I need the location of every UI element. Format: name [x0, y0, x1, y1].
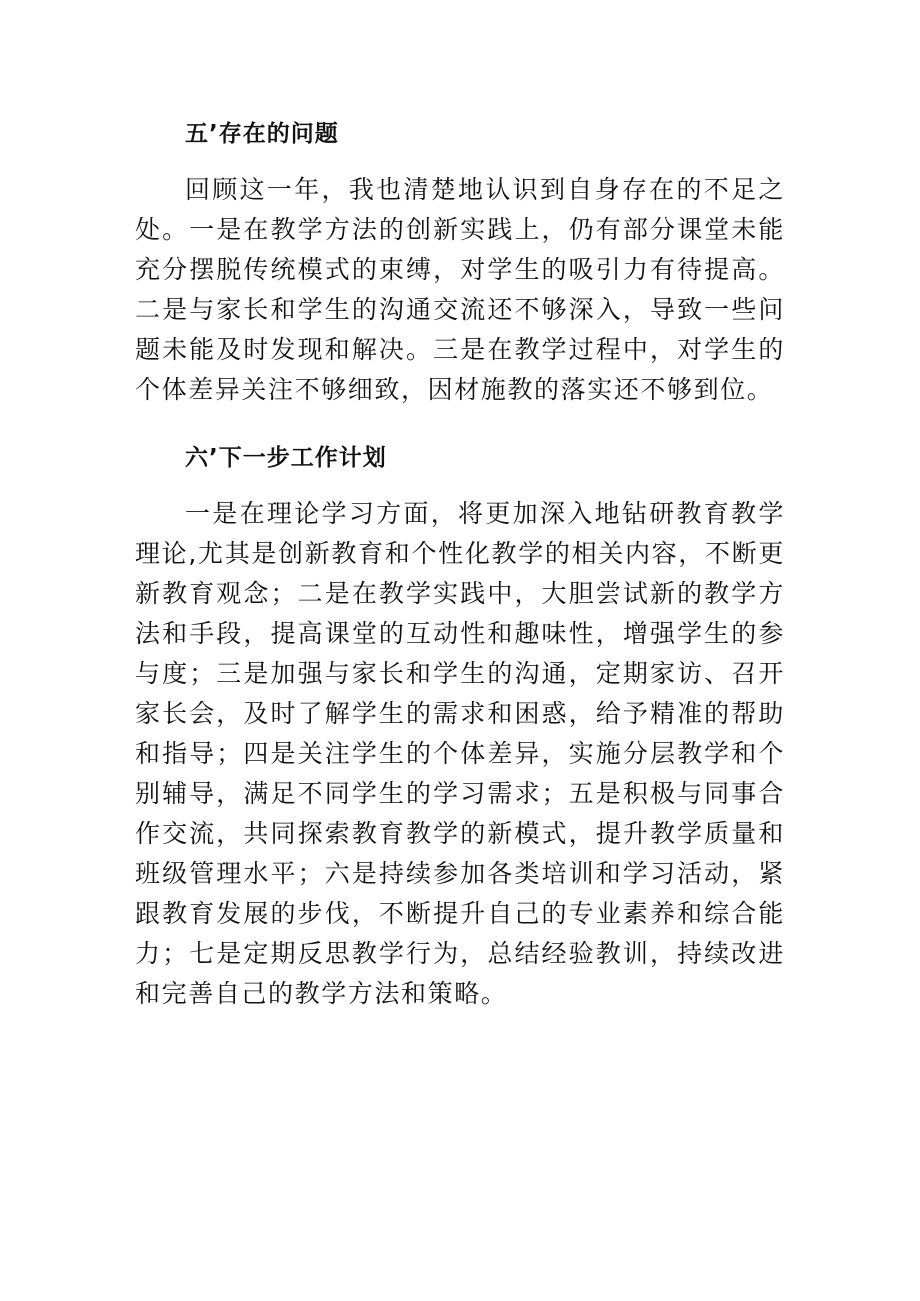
section-paragraph-problems: 回顾这一年，我也清楚地认识到自身存在的不足之处。一是在教学方法的创新实践上，仍有部分课堂未能充分摆脱传统模式的束缚，对学生的吸引力有待提高。二是与家长和学生的沟通交流还不够深入，导致一些问题未能及时发现和解决。三是在教学过程中，对学生的个体差异关注不够细致，因材施教的落实还不够到位。	[135, 175, 785, 404]
section-heading-next-plan: 六’下一步工作计划	[185, 445, 387, 471]
section-paragraph-next-plan: 一是在理论学习方面，将更加深入地钻研教育教学理论,尤其是创新教育和个性化教学的相关内容，不断更新教育观念；二是在教学实践中，大胆尝试新的教学方法和手段，提高课堂的互动性和趣味性，增强学生的参与度；三是加强与家长和学生的沟通，定期家访、召开家长会，及时了解学生的需求和困惑，给予精准的帮助和指导；四是关注学生的个体差异，实施分层教学和个别辅导，满足不同学生的学习需求；五是积极与同事合作交流，共同探索教育教学的新模式，提升教学质量和班级管理水平；六是持续参加各类培训和学习活动，紧跟教育发展的步伐，不断提升自己的专业素养和综合能力；七是定期反思教学行为，总结经验教训，持续改进和完善自己的教学方法和策略。	[135, 499, 785, 1008]
section-heading-problems: 五’存在的问题	[185, 121, 339, 147]
document-body	[135, 110, 785, 1014]
